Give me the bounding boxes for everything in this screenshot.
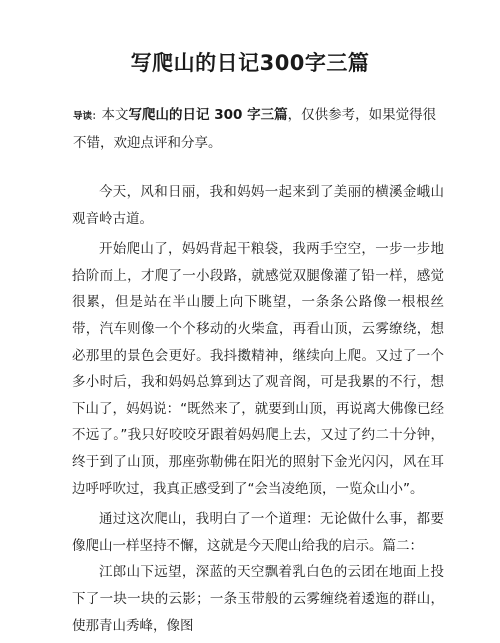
- document-title: 写爬山的日记300字三篇: [130, 51, 370, 75]
- body-paragraph-1: 今天，风和日丽，我和妈妈一起来到了美丽的横溪金峨山观音岭古道。: [72, 184, 444, 227]
- body-paragraph-2: 开始爬山了，妈妈背起干粮袋，我两手空空，一步一步地拾阶而上，才爬了一小段路，就感觉双腿像灌了铅一样，感觉很累，但是站在半山腰上向下眺望，一条条公路像一根根丝带，汽车则像一个个移动的火柴盒，再看山顶，云雾缭绕，想必那里的景色会更好。我抖擞精神，继续向上爬。又过了一个多小时后，我和妈妈总算到达了观音阁，可是我累的不行，想下山了，妈妈说：“既然来了，就要到山顶，再说离大佛像已经不远了。”我只好咬咬牙跟着妈妈爬上去，又过了约二十分钟，终于到了山顶，那座弥勒佛在阳光的照射下金光闪闪，风在耳边呼呼吹过，我真正感受到了“会当凌绝顶，一览众山小”。: [72, 241, 444, 497]
- intro-rest: ，仅供参考，如果觉得很不错，欢迎点评和分享。: [73, 107, 437, 151]
- intro-lead-label: 导读：: [73, 111, 102, 122]
- article-body: [72, 179, 444, 643]
- intro-highlight-title: 写爬山的日记 300 字三篇: [128, 107, 288, 123]
- intro-prefix: 本文: [101, 107, 129, 123]
- body-paragraph-4: 江郎山下远望，深蓝的天空飘着乳白色的云团在地面上投下了一块一块的云影；一条玉带般的云雾缠绕着逶迤的群山，使那青山秀峰，像图: [72, 564, 444, 634]
- intro-paragraph: [73, 102, 443, 156]
- body-paragraph-3: 通过这次爬山，我明白了一个道理：无论做什么事，都要像爬山一样坚持不懈，这就是今天爬山给我的启示。篇二：: [72, 511, 444, 554]
